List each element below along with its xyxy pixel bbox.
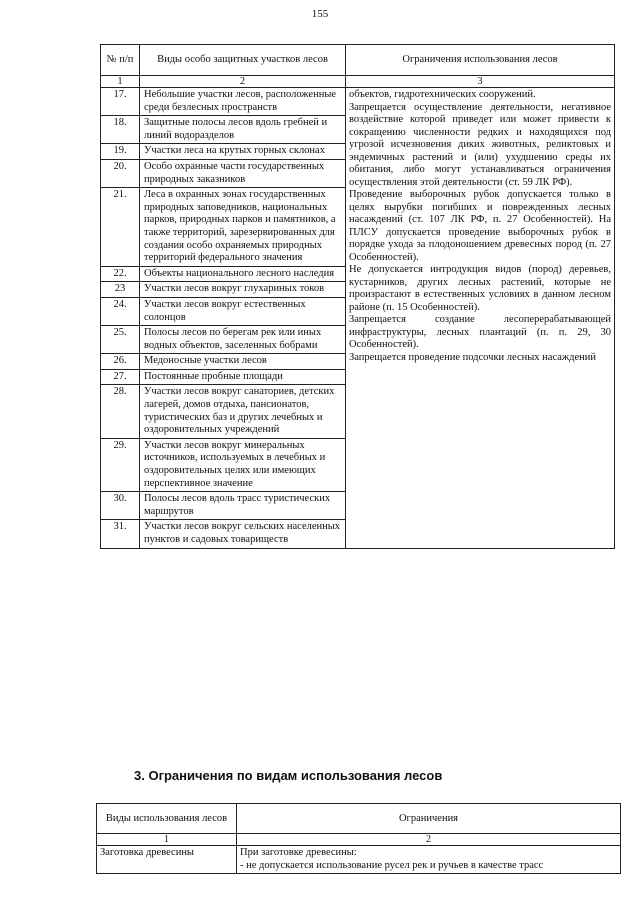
restriction-paragraph: Не допускается интродукция видов (пород) деревьев, кустарников, других лесных растений, которые не произрастают в естественных условиях в данном лесном районе (п. 15 Особенностей). (349, 264, 611, 313)
row-number: 29. (101, 438, 140, 491)
area-type: Леса в охранных зонах государственных природных заповедников, национальных парков, природных парков и памятников, а также территорий, зарезервированных для создания особо охраняемых природных территорий федерального значения (140, 188, 346, 267)
row-number: 23 (101, 282, 140, 298)
column-number-1: 1 (97, 834, 237, 846)
area-type: Особо охранные части государственных природных заказников (140, 159, 346, 187)
area-type: Участки лесов вокруг естественных солонцов (140, 297, 346, 325)
restriction-paragraph: Запрещается проведение подсочки лесных насаждений (349, 351, 597, 363)
column-number-2: 2 (140, 76, 346, 88)
row-number: 30. (101, 492, 140, 520)
row-number: 26. (101, 354, 140, 370)
header-limits: Ограничения (237, 804, 621, 834)
row-number: 28. (101, 385, 140, 438)
restriction-paragraph: Запрещается осуществление деятельности, негативное воздействие которой приведет или может привести к сокращению численности редких и находящихся под угрозой исчезновения диких животных, реликтовых и эндемичных растений и (или) ухудшению среды их обитания, либо могут устанавливаться ограничения осуществления этой деятельности (ст. 59 ЛК РФ). (349, 101, 611, 188)
restrictions-cell (346, 88, 615, 549)
area-type: Полосы лесов вдоль трасс туристических маршрутов (140, 492, 346, 520)
row-number: 19. (101, 144, 140, 160)
limit-line: При заготовке древесины: (240, 847, 357, 858)
table-row (101, 88, 615, 116)
row-number: 25. (101, 326, 140, 354)
row-number: 24. (101, 297, 140, 325)
row-number: 18. (101, 116, 140, 144)
row-number: 22. (101, 266, 140, 282)
row-number: 31. (101, 520, 140, 548)
area-type: Участки лесов вокруг сельских населенных пунктов и садовых товариществ (140, 520, 346, 548)
forest-use-restrictions-table (96, 803, 621, 874)
header-restrictions: Ограничения использования лесов (346, 45, 615, 76)
restriction-paragraph: объектов, гидротехнических сооружений. (349, 89, 536, 100)
header-area-type: Виды особо защитных участков лесов (140, 45, 346, 76)
area-type: Полосы лесов по берегам рек или иных водных объектов, заселенных бобрами (140, 326, 346, 354)
row-number: 20. (101, 159, 140, 187)
column-number-3: 3 (346, 76, 615, 88)
row-number: 21. (101, 188, 140, 267)
table-row (97, 846, 621, 874)
protective-forest-areas-table (100, 44, 615, 549)
area-type: Участки леса на крутых горных склонах (140, 144, 346, 160)
area-type: Защитные полосы лесов вдоль гребней и линий водоразделов (140, 116, 346, 144)
area-type: Участки лесов вокруг санаториев, детских лагерей, домов отдыха, пансионатов, туристических баз и других лечебных и оздоровительных учреждений (140, 385, 346, 438)
header-number: № п/п (101, 45, 140, 76)
area-type: Участки лесов вокруг глухариных токов (140, 282, 346, 298)
limit-line: - не допускается использование русел рек и ручьев в качестве трасс (240, 859, 544, 871)
column-number-1: 1 (101, 76, 140, 88)
row-number: 27. (101, 369, 140, 385)
restriction-paragraph: Запрещается создание лесоперерабатывающей инфраструктуры, лесных плантаций (п. п. 29, 30 Особенностей). (349, 314, 611, 350)
area-type: Объекты национального лесного наследия (140, 266, 346, 282)
limits-cell (237, 846, 621, 874)
area-type: Медоносные участки лесов (140, 354, 346, 370)
section-heading: 3. Ограничения по видам использования лесов (134, 768, 443, 783)
header-use-type: Виды использования лесов (97, 804, 237, 834)
restriction-paragraph: Проведение выборочных рубок допускается только в целях вырубки погибших и поврежденных лесных насаждений (ст. 107 ЛК РФ, п. 27 Особенностей). На ПЛСУ допускается проведение выборочных рубок в порядке ухода за плодоношением древесных пород (п. 27 Особенностей). (349, 189, 611, 263)
use-type: Заготовка древесины (97, 846, 237, 874)
page-number: 155 (311, 8, 329, 20)
row-number: 17. (101, 88, 140, 116)
area-type: Небольшие участки лесов, расположенные среди безлесных пространств (140, 88, 346, 116)
column-number-2: 2 (237, 834, 621, 846)
area-type: Участки лесов вокруг минеральных источников, используемых в лечебных и оздоровительных целях или имеющих перспективное значение (140, 438, 346, 491)
area-type: Постоянные пробные площади (140, 369, 346, 385)
